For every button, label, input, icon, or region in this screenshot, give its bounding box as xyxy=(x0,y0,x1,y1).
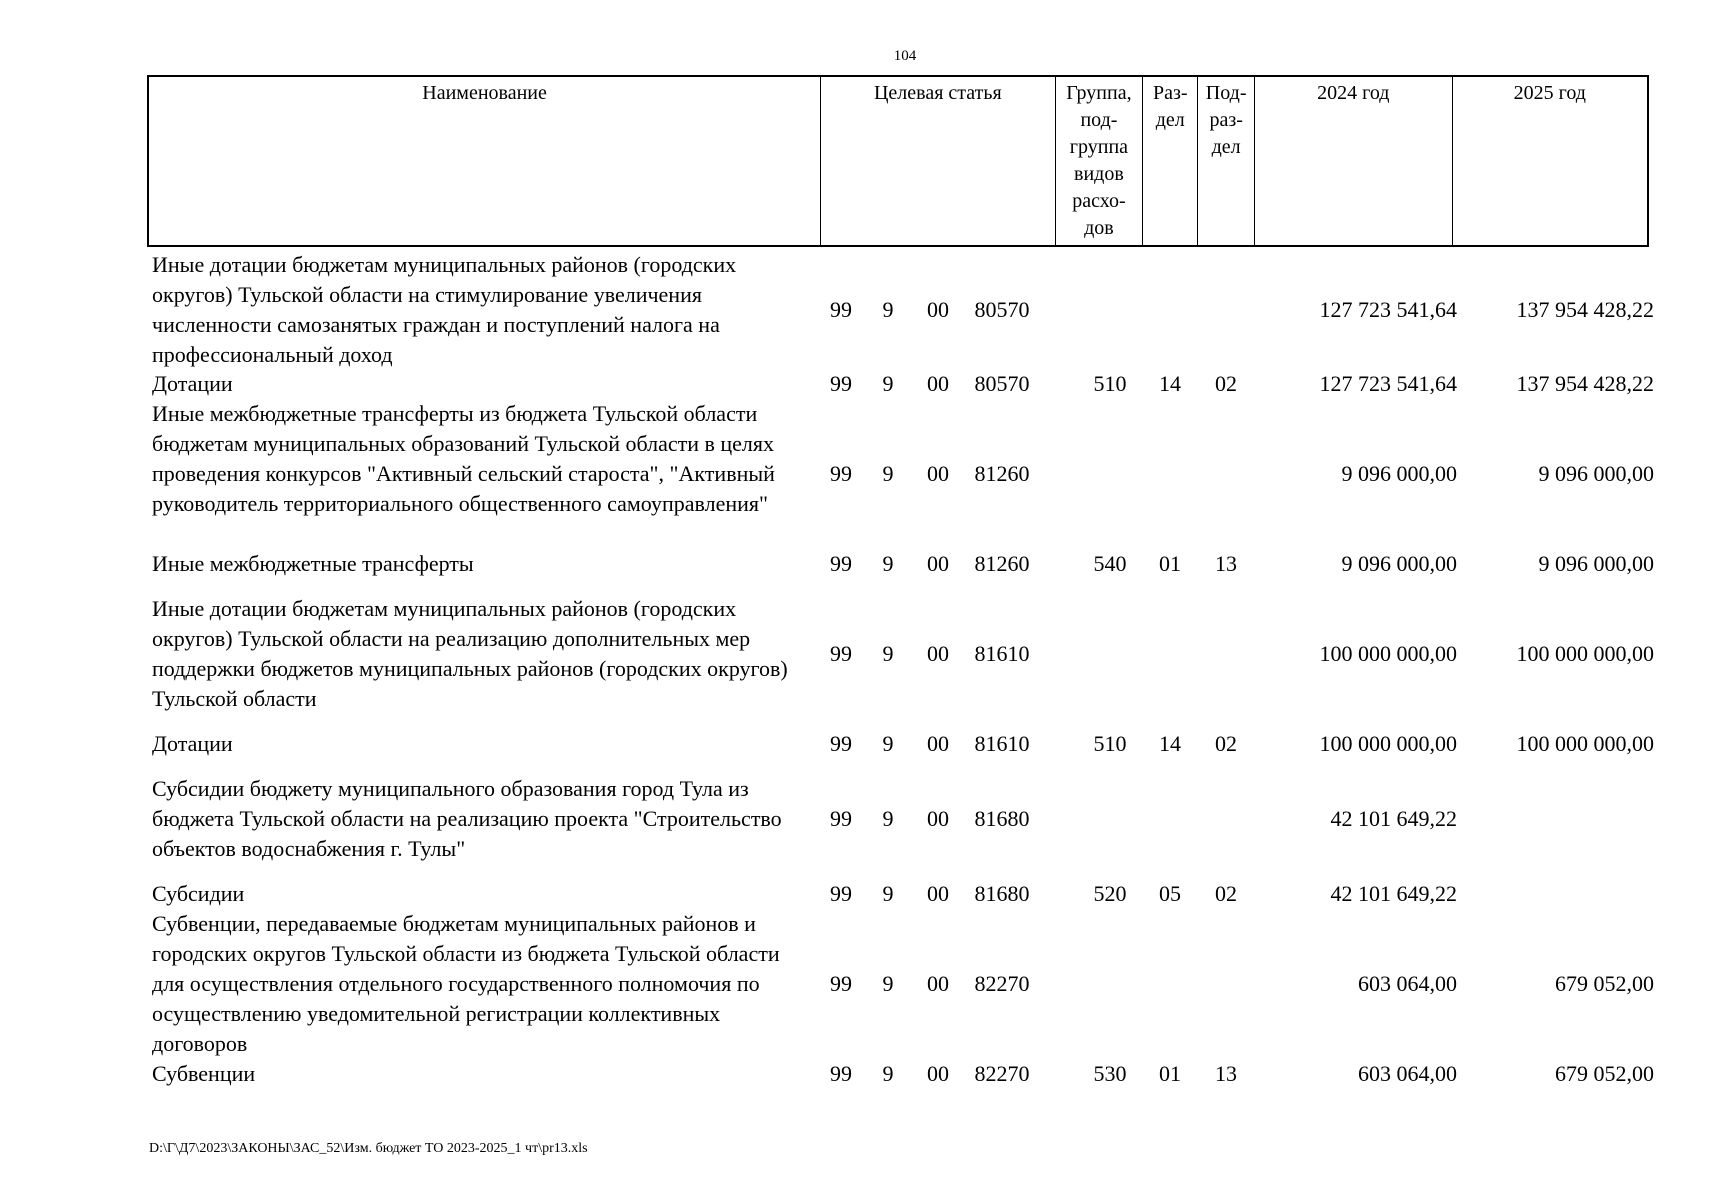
cell-group: 540 xyxy=(1093,551,1127,576)
header-name: Наименование xyxy=(149,77,821,245)
cell-target-2: 9 xyxy=(882,971,894,996)
cell-target-3: 00 xyxy=(927,371,949,396)
row-name: Дотации xyxy=(152,731,233,756)
cell-target-4: 81260 xyxy=(974,551,1030,576)
cell-2024: 9 096 000,00 xyxy=(1341,551,1457,576)
cell-subsection: 02 xyxy=(1215,881,1237,906)
cell-target-3: 00 xyxy=(927,881,949,906)
table-row xyxy=(147,909,1654,1059)
cell-target-3: 00 xyxy=(927,971,949,996)
cell-group: 510 xyxy=(1093,731,1127,756)
table-header xyxy=(147,75,1649,247)
table-row xyxy=(147,879,1649,909)
footer-file-path: D:\Г\Д7\2023\ЗАКОНЫ\ЗАС_52\Изм. бюджет ТО 2023-2025_1 чт\pr13.xls xyxy=(149,1141,588,1156)
cell-section: 14 xyxy=(1159,371,1181,396)
cell-2025: 137 954 428,22 xyxy=(1516,371,1654,396)
row-name: Дотации xyxy=(152,371,233,396)
cell-2024: 100 000 000,00 xyxy=(1319,731,1457,756)
cell-target-3: 00 xyxy=(927,551,949,576)
cell-target-4: 81680 xyxy=(974,881,1030,906)
cell-target-2: 9 xyxy=(882,806,894,831)
cell-target-4: 80570 xyxy=(974,297,1030,322)
cell-subsection: 13 xyxy=(1215,551,1237,576)
cell-2025: 679 052,00 xyxy=(1555,971,1654,996)
cell-2024: 100 000 000,00 xyxy=(1319,641,1457,666)
table-row xyxy=(147,250,1654,370)
header-year-2025: 2025 год xyxy=(1513,82,1586,104)
cell-2025: 137 954 428,22 xyxy=(1516,297,1654,322)
cell-group: 520 xyxy=(1093,881,1127,906)
cell-target-4: 82270 xyxy=(974,971,1030,996)
cell-target-2: 9 xyxy=(882,731,894,756)
cell-target-4: 80570 xyxy=(974,371,1030,396)
cell-2024: 127 723 541,64 xyxy=(1319,297,1457,322)
cell-target-1: 99 xyxy=(830,1061,852,1086)
cell-2025: 100 000 000,00 xyxy=(1516,641,1654,666)
cell-2025: 679 052,00 xyxy=(1555,1061,1654,1086)
cell-target-3: 00 xyxy=(927,297,949,322)
cell-2024: 603 064,00 xyxy=(1358,1061,1457,1086)
table-row xyxy=(147,1059,1654,1089)
cell-target-3: 00 xyxy=(927,461,949,486)
cell-target-3: 00 xyxy=(927,1061,949,1086)
table-row xyxy=(147,549,1654,579)
cell-2024: 127 723 541,64 xyxy=(1319,371,1457,396)
cell-target-1: 99 xyxy=(830,731,852,756)
cell-subsection: 13 xyxy=(1215,1061,1237,1086)
table-row xyxy=(147,369,1654,399)
cell-group: 530 xyxy=(1093,1061,1127,1086)
cell-target-1: 99 xyxy=(830,297,852,322)
cell-target-4: 82270 xyxy=(974,1061,1030,1086)
cell-target-1: 99 xyxy=(830,971,852,996)
cell-target-2: 9 xyxy=(882,371,894,396)
row-name: Иные межбюджетные трансферты из бюджета Тульской области бюджетам муниципальных образований Тульской области в целях проведения конкурсов "Активный сельский староста", "Активный руководитель территориального общественного самоуправления" xyxy=(152,401,775,516)
row-name: Субсидии бюджету муниципального образования город Тула из бюджета Тульской области на реализацию проекта "Строительство объектов водоснабжения г. Тулы" xyxy=(152,776,782,861)
cell-2025: 9 096 000,00 xyxy=(1538,461,1654,486)
cell-target-1: 99 xyxy=(830,806,852,831)
cell-section: 01 xyxy=(1159,551,1181,576)
cell-target-1: 99 xyxy=(830,551,852,576)
row-name: Иные дотации бюджетам муниципальных районов (городских округов) Тульской области на стимулирование увеличения численности самозанятых граждан и поступлений налога на профессиональный доход xyxy=(152,252,737,367)
cell-section: 14 xyxy=(1159,731,1181,756)
row-name: Субвенции xyxy=(152,1061,256,1086)
cell-target-3: 00 xyxy=(927,731,949,756)
header-expense-group: Группа, под-группа видов расхо-дов xyxy=(1056,77,1144,245)
cell-2025: 9 096 000,00 xyxy=(1538,551,1654,576)
cell-2024: 42 101 649,22 xyxy=(1330,806,1457,831)
table-row xyxy=(147,594,1654,714)
cell-target-4: 81610 xyxy=(974,641,1030,666)
row-name: Субсидии xyxy=(152,881,245,906)
cell-target-1: 99 xyxy=(830,881,852,906)
cell-target-2: 9 xyxy=(882,297,894,322)
cell-target-4: 81260 xyxy=(974,461,1030,486)
header-target-article: Целевая статья xyxy=(821,77,1055,245)
cell-section: 01 xyxy=(1159,1061,1181,1086)
cell-2024: 603 064,00 xyxy=(1358,971,1457,996)
cell-2025: 100 000 000,00 xyxy=(1516,731,1654,756)
cell-2024: 42 101 649,22 xyxy=(1330,881,1457,906)
row-name: Иные дотации бюджетам муниципальных районов (городских округов) Тульской области на реализацию дополнительных мер поддержки бюджетов муниципальных районов (городских округов) Тульской области xyxy=(152,596,788,711)
cell-group: 510 xyxy=(1093,371,1127,396)
cell-2024: 9 096 000,00 xyxy=(1341,461,1457,486)
cell-target-2: 9 xyxy=(882,461,894,486)
page-number: 104 xyxy=(893,48,917,64)
cell-target-1: 99 xyxy=(830,461,852,486)
table-row xyxy=(147,399,1654,549)
cell-target-2: 9 xyxy=(882,1061,894,1086)
header-year-2024: 2024 год xyxy=(1255,77,1452,245)
cell-target-1: 99 xyxy=(830,641,852,666)
cell-target-3: 00 xyxy=(927,641,949,666)
header-section: Раз-дел xyxy=(1143,77,1198,245)
cell-subsection: 02 xyxy=(1215,731,1237,756)
cell-subsection: 02 xyxy=(1215,371,1237,396)
cell-target-4: 81610 xyxy=(974,731,1030,756)
cell-target-4: 81680 xyxy=(974,806,1030,831)
table-row xyxy=(147,729,1654,759)
header-subsection: Под-раз-дел xyxy=(1198,77,1255,245)
row-name: Иные межбюджетные трансферты xyxy=(152,551,474,576)
row-name: Субвенции, передаваемые бюджетам муниципальных районов и городских округов Тульской области из бюджета Тульской области для осуществления отдельного государственного полномочия по осуществлению уведомительной регистрации коллективных договоров xyxy=(152,911,780,1056)
cell-target-1: 99 xyxy=(830,371,852,396)
table-row xyxy=(147,774,1649,864)
cell-target-2: 9 xyxy=(882,881,894,906)
cell-target-2: 9 xyxy=(882,641,894,666)
cell-target-3: 00 xyxy=(927,806,949,831)
cell-target-2: 9 xyxy=(882,551,894,576)
cell-section: 05 xyxy=(1159,881,1181,906)
